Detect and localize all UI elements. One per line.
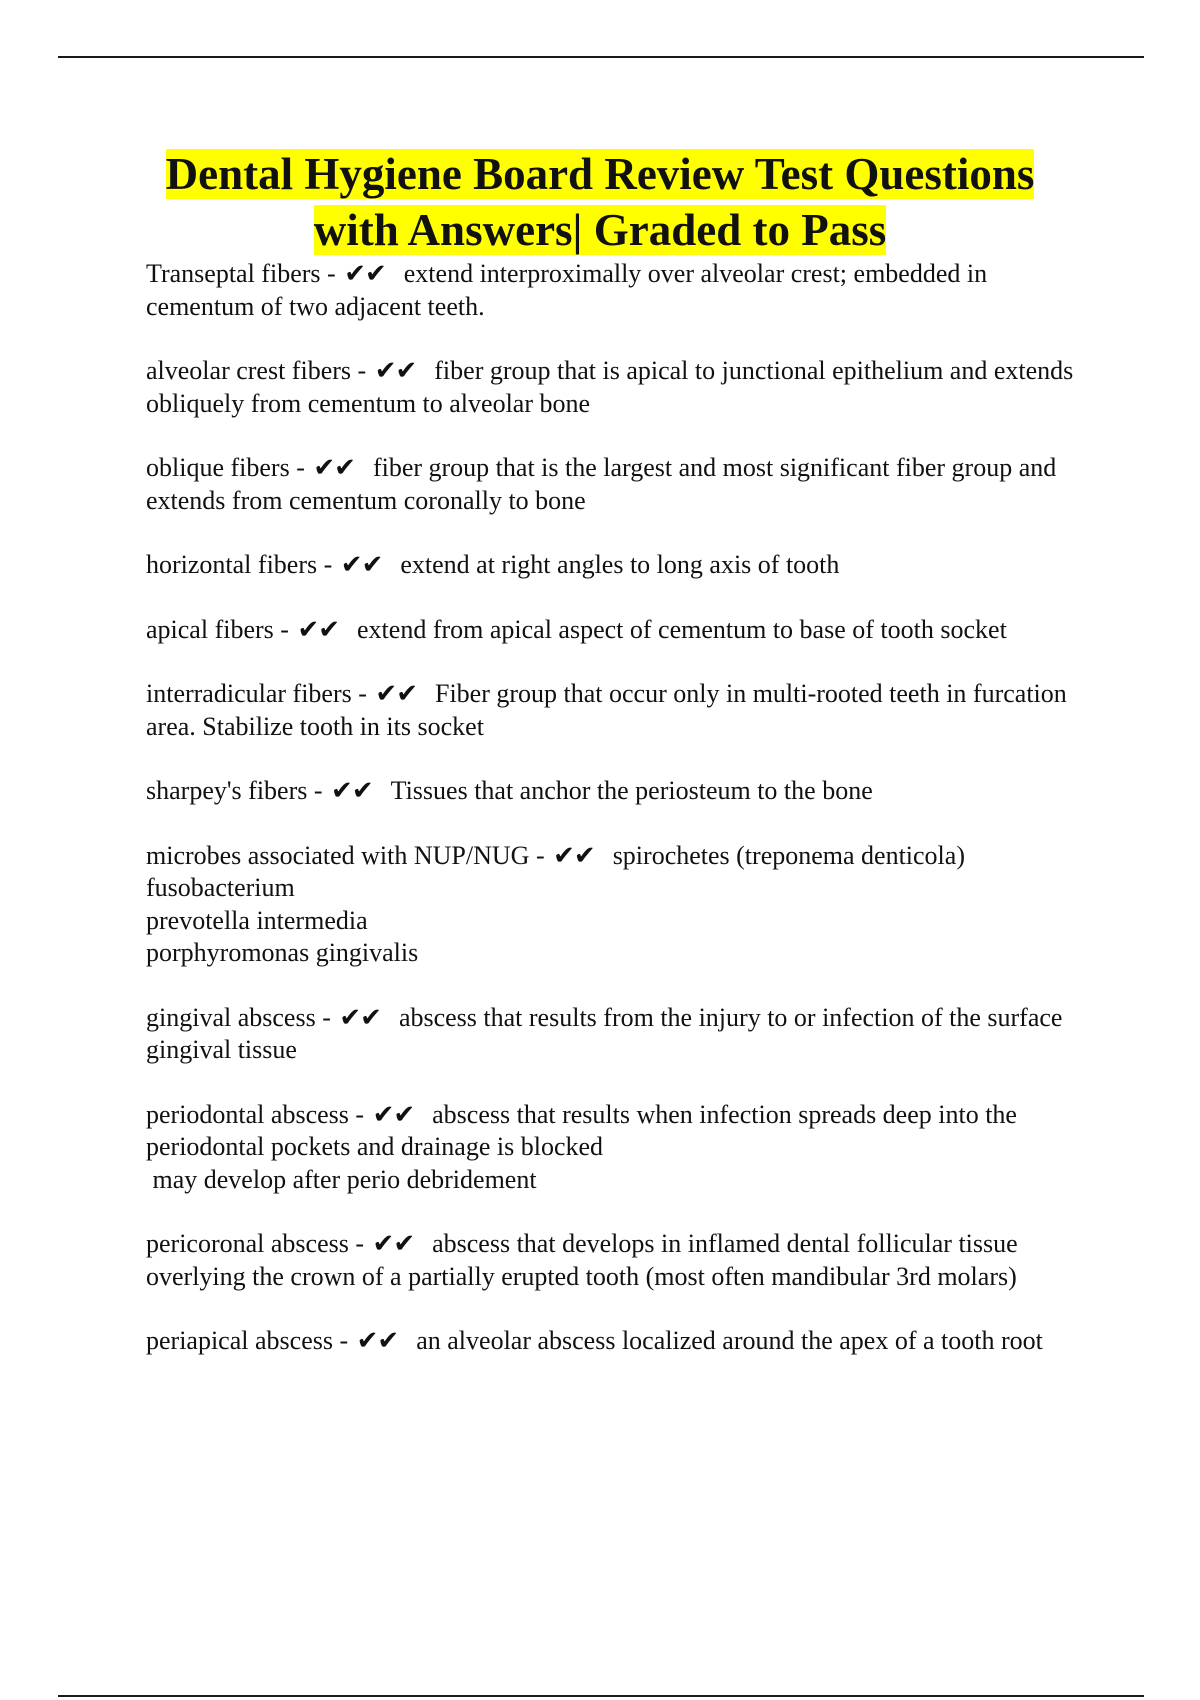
entry-separator: -	[307, 776, 330, 805]
entry-term: periodontal abscess	[146, 1099, 349, 1129]
flashcard-entry	[146, 355, 1096, 420]
entry-separator: -	[332, 1326, 355, 1355]
entry-answer-line: may develop after perio debridement	[146, 1164, 537, 1194]
double-check-icon: ✔✔	[374, 356, 417, 385]
entry-term: sharpey's fibers	[146, 776, 308, 805]
double-check-icon: ✔✔	[297, 614, 340, 644]
flashcard-entry	[146, 1325, 1096, 1358]
flashcard-entry	[146, 258, 1096, 323]
flashcard-entry	[146, 678, 1096, 743]
flashcard-entry	[146, 1099, 1096, 1197]
top-rule	[58, 56, 1144, 58]
entry-answer: abscess that results from the injury to or infection of the surface gingival tissue	[146, 1002, 1063, 1064]
double-check-icon: ✔✔	[339, 1002, 381, 1032]
double-check-icon: ✔✔	[344, 259, 386, 288]
entry-term: oblique fibers	[146, 453, 290, 482]
title-line-1: Dental Hygiene Board Review Test Questions	[165, 149, 1035, 199]
entry-answer: fiber group that is apical to junctional epithelium and extends obliquely from cementum to alveolar bone	[146, 356, 1074, 418]
entry-separator: -	[348, 1229, 371, 1258]
entry-answer: extend at right angles to long axis of tooth	[400, 550, 840, 579]
entry-answer: abscess that develops in inflamed dental follicular tissue overlying the crown of a partially erupted tooth (most often mandibular 3rd molars)	[146, 1229, 1018, 1291]
entry-separator: -	[351, 356, 373, 385]
entry-answer-line: fusobacterium	[146, 873, 295, 902]
entry-separator: -	[317, 550, 339, 579]
entry-answer: Tissues that anchor the periosteum to the bone	[390, 776, 873, 805]
flashcard-entry	[146, 549, 1096, 582]
flashcard-list	[146, 258, 1096, 1390]
entry-term: apical fibers	[146, 614, 274, 644]
double-check-icon: ✔✔	[356, 1326, 399, 1355]
flashcard-entry	[146, 614, 1096, 647]
entry-answer-line: porphyromonas gingivalis	[146, 938, 419, 967]
flashcard-entry	[146, 1228, 1096, 1293]
entry-answer: an alveolar abscess localized around the apex of a tooth root	[416, 1326, 1043, 1355]
entry-term: horizontal fibers	[146, 550, 318, 579]
entry-separator: -	[273, 614, 296, 644]
document-title	[100, 146, 1100, 258]
entry-term: alveolar crest fibers	[146, 356, 352, 385]
entry-separator: -	[529, 840, 552, 870]
entry-answer: extend from apical aspect of cementum to base of tooth socket	[357, 614, 1007, 644]
entry-separator: -	[289, 453, 312, 482]
double-check-icon: ✔✔	[372, 1229, 415, 1258]
entry-separator: -	[348, 1099, 371, 1129]
bottom-rule	[58, 1695, 1144, 1697]
flashcard-entry	[146, 1002, 1096, 1067]
flashcard-entry	[146, 840, 1096, 970]
entry-answer: spirochetes (treponema denticola)	[612, 840, 965, 870]
double-check-icon: ✔✔	[340, 550, 383, 579]
double-check-icon: ✔✔	[375, 679, 417, 708]
entry-separator: -	[320, 259, 343, 288]
double-check-icon: ✔✔	[372, 1099, 415, 1129]
entry-term: Transeptal fibers	[146, 259, 321, 288]
entry-term: microbes associated with NUP/NUG	[146, 840, 530, 870]
double-check-icon: ✔✔	[553, 840, 595, 870]
entry-answer: Fiber group that occur only in multi-rooted teeth in furcation area. Stabilize tooth in its socket	[146, 679, 1067, 741]
entry-separator: -	[351, 679, 374, 708]
entry-answer: abscess that results when infection spreads deep into the periodontal pockets and drainage is blocked	[146, 1099, 1017, 1161]
entry-separator: -	[315, 1002, 338, 1032]
double-check-icon: ✔✔	[331, 776, 373, 805]
double-check-icon: ✔✔	[313, 453, 355, 482]
entry-answer: extend interproximally over alveolar crest; embedded in cementum of two adjacent teeth.	[146, 259, 988, 321]
flashcard-entry	[146, 452, 1096, 517]
entry-term: pericoronal abscess	[146, 1229, 349, 1258]
title-line-2: with Answers| Graded to Pass	[313, 205, 887, 255]
entry-answer: fiber group that is the largest and most significant fiber group and extends from cementum coronally to bone	[146, 453, 1057, 515]
entry-answer-line: prevotella intermedia	[146, 905, 368, 935]
entry-term: gingival abscess	[146, 1002, 316, 1032]
entry-term: interradicular fibers	[146, 679, 352, 708]
flashcard-entry	[146, 775, 1096, 808]
entry-term: periapical abscess	[146, 1326, 333, 1355]
